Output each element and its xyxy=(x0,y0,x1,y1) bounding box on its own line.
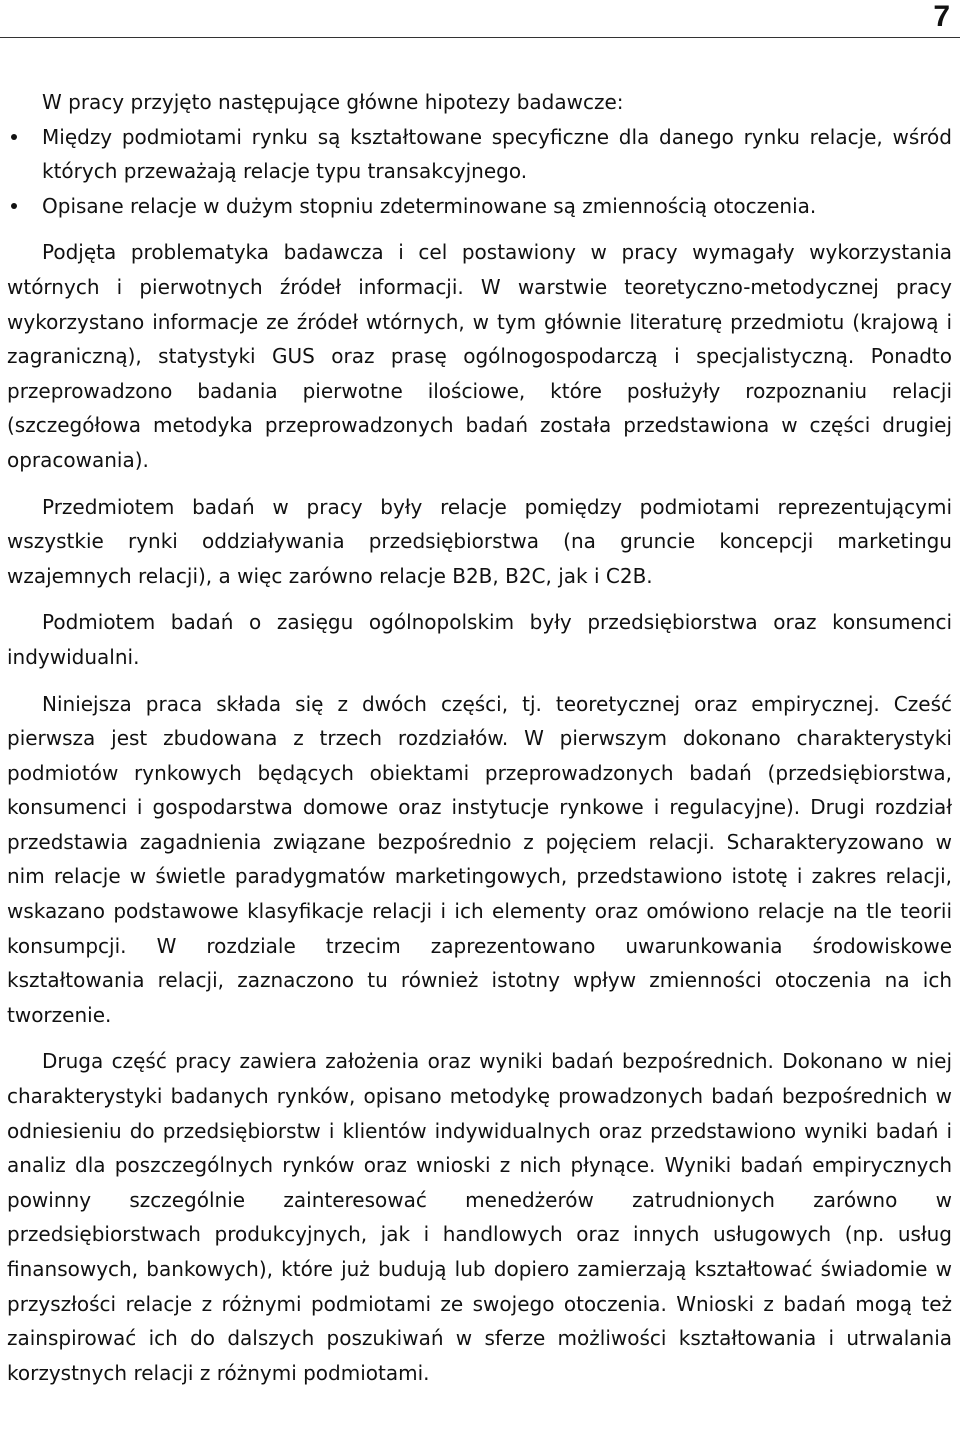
page-number: 7 xyxy=(933,0,950,33)
paragraph-structure-part-two: Druga część pracy zawiera założenia oraz wyniki badań bezpośrednich. Dokonano w niej charakterystyki badanych rynków, opisano metodykę prowadzonych badań bezpośrednich w odniesieniu do przedsiębiorstw i klientów indywidualnych oraz przedstawiono wyniki badań i analiz dla poszczególnych rynków oraz wnioski z nich płynące. Wyniki badań empirycznych powinny szczególnie zainteresować menedżerów zatrudnionych zarówno w przedsiębiorstwach produkcyjnych, jak i handlowych oraz innych usługowych (np. usług finansowych, bankowych), które już budują lub dopiero zamierzają kształtować świadomie w przyszłości relacje z różnymi podmiotami ze swojego otoczenia. Wnioski z badań mogą też zainspirować ich do dalszych poszukiwań w sferze możliwości kształtowania i utrwalania korzystnych relacji z różnymi podmiotami. xyxy=(7,1049,952,1385)
paragraph-scope: Podmiotem badań o zasięgu ogólnopolskim były przedsiębiorstwa oraz konsumenci indywidualni. xyxy=(7,610,952,669)
hypotheses-intro: W pracy przyjęto następujące główne hipotezy badawcze: xyxy=(42,90,624,114)
paragraph-sources: Podjęta problematyka badawcza i cel postawiony w pracy wymagały wykorzystania wtórnych i pierwotnych źródeł informacji. W warstwie teoretyczno-metodycznej pracy wykorzystano informacje ze źródeł wtórnych, w tym głównie literaturę przedmiotu (krajową i zagraniczną), statystyki GUS oraz prasę ogólnogospodarczą i specjalistyczną. Ponadto przeprowadzono badania pierwotne ilościowe, które posłużyły rozpoznaniu relacji (szczegółowa metodyka przeprowadzonych badań została przedstawiona w części drugiej opracowania). xyxy=(7,240,952,472)
page-body xyxy=(7,85,952,1390)
bullet-icon xyxy=(11,203,17,209)
hypothesis-text: Między podmiotami rynku są kształtowane specyficzne dla danego rynku relacje, wśród których przeważają relacje typu transakcyjnego. xyxy=(42,124,952,184)
hypothesis-item xyxy=(42,189,952,224)
hypothesis-text: Opisane relacje w dużym stopniu zdeterminowane są zmiennością otoczenia. xyxy=(42,193,817,218)
bullet-icon xyxy=(11,134,17,140)
header-divider xyxy=(0,37,960,38)
hypotheses-list xyxy=(7,120,952,224)
hypothesis-item xyxy=(42,120,952,189)
paragraph-subject: Przedmiotem badań w pracy były relacje pomiędzy podmiotami reprezentującymi wszystkie rynki oddziaływania przedsiębiorstwa (na gruncie koncepcji marketingu wzajemnych relacji), a więc zarówno relacje B2B, B2C, jak i C2B. xyxy=(7,494,952,588)
paragraph-structure-part-one: Niniejsza praca składa się z dwóch części, tj. teoretycznej oraz empirycznej. Cześć pierwsza jest zbudowana z trzech rozdziałów. W pierwszym dokonano charakterystyki podmiotów rynkowych będących obiektami przeprowadzonych badań (przedsiębiorstwa, konsumenci i gospodarstwa domowe oraz instytucje rynkowe i regulacyjne). Drugi rozdział przedstawia zagadnienia związane bezpośrednio z pojęciem relacji. Scharakteryzowano w nim relacje w świetle paradygmatów marketingowych, przedstawiono istotę i zakres relacji, wskazano podstawowe klasyfikacje relacji i ich elementy oraz omówiono relacje na tle teorii konsumpcji. W rozdziale trzecim zaprezentowano uwarunkowania środowiskowe kształtowania relacji, zaznaczono tu również istotny wpływ zmienności otoczenia na ich tworzenie. xyxy=(7,691,952,1027)
